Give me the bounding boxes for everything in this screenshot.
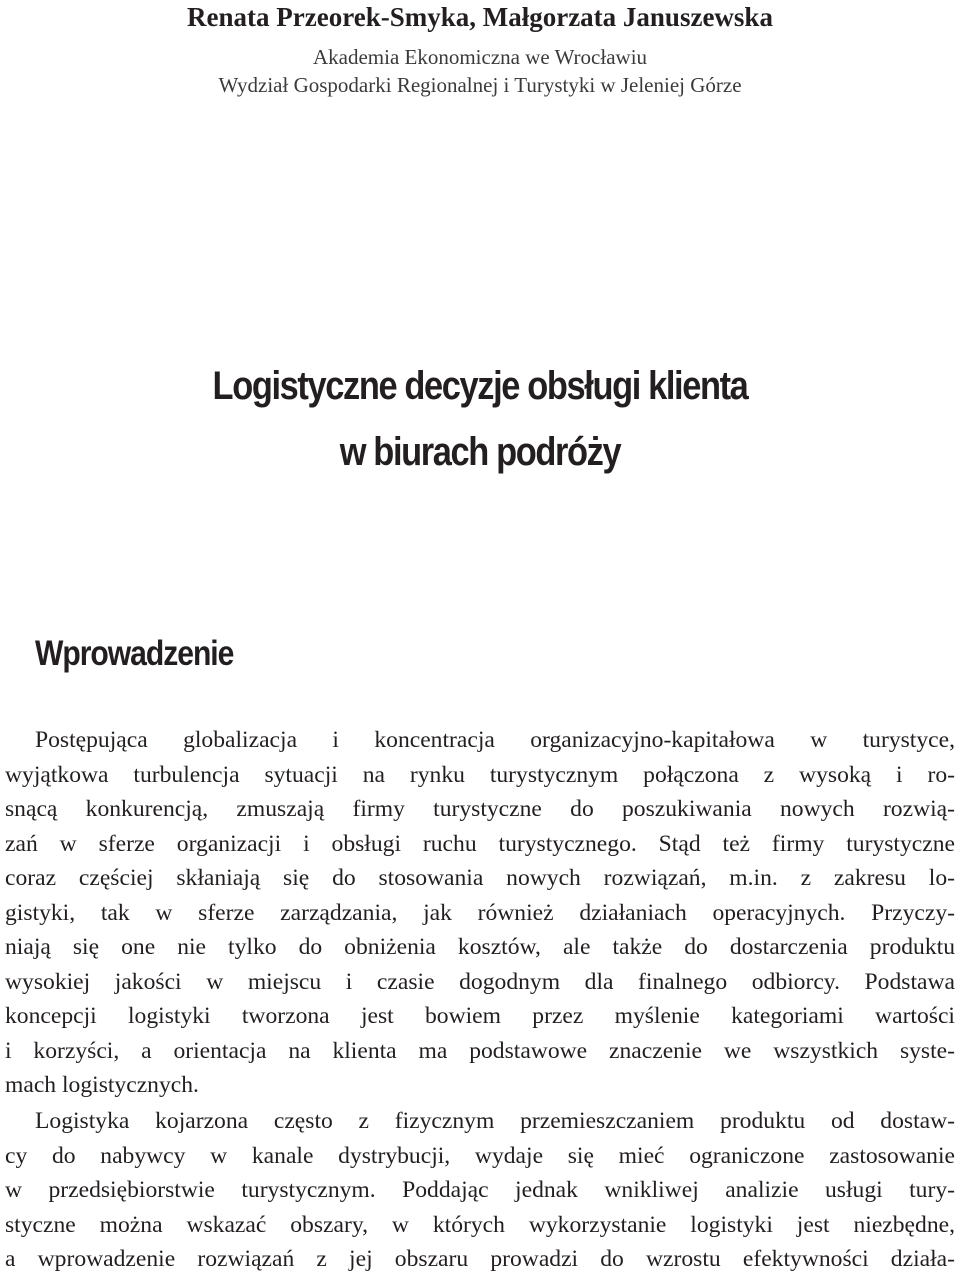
paragraph-2: [5, 1104, 955, 1277]
text-line: snącą konkurencją, zmuszają firmy turystyczne do poszukiwania nowych rozwią-: [5, 796, 955, 822]
text-line: Postępująca globalizacja i koncentracja organizacyjno-kapitałowa w turystyce,: [35, 727, 955, 753]
authors: Renata Przeorek-Smyka, Małgorzata Januszewska: [187, 2, 773, 32]
affiliation-university: Akademia Ekonomiczna we Wrocławiu: [312, 45, 648, 69]
text-line: w przedsiębiorstwie turystycznym. Poddając jednak wnikliwej analizie usługi tury-: [5, 1177, 955, 1203]
text-line: wyjątkowa turbulencja sytuacji na rynku turystycznym połączona z wysoką i ro-: [5, 761, 955, 788]
text-line: cy do nabywcy w kanale dystrybucji, wydaje się mieć ograniczone zastosowanie: [5, 1142, 955, 1169]
text-line: niają się one nie tylko do obniżenia kosztów, ale także do dostarczenia produktu: [5, 934, 955, 960]
text-line: zań w sferze organizacji i obsługi ruchu turystycznego. Stąd też firmy turystyczne: [5, 830, 955, 857]
text-line: a wprowadzenie rozwiązań z jej obszaru prowadzi do wzrostu efektywności działa-: [5, 1246, 955, 1272]
text-line: Logistyka kojarzona często z fizycznym przemieszczaniem produktu od dostaw-: [35, 1108, 955, 1134]
text-line: mach logistycznych.: [5, 1072, 199, 1098]
text-line: koncepcji logistyki tworzona jest bowiem przez myślenie kategoriami wartości: [5, 1003, 955, 1029]
text-line: styczne można wskazać obszary, w których wykorzystanie logistyki jest niezbędne,: [5, 1211, 955, 1238]
affiliation-faculty: Wydział Gospodarki Regionalnej i Turystyki w Jeleniej Górze: [218, 73, 742, 97]
text-line: gistyki, tak w sferze zarządzania, jak również działaniach operacyjnych. Przyczy-: [5, 899, 955, 926]
article-title-line-2: w biurach podróży: [339, 430, 621, 474]
section-heading: Wprowadzenie: [35, 634, 234, 673]
text-line: coraz częściej skłaniają się do stosowania nowych rozwiązań, m.in. z zakresu lo-: [5, 865, 955, 891]
paragraph-1: [5, 723, 955, 1103]
text-line: i korzyści, a orientacja na klienta ma podstawowe znaczenie we wszystkich syste-: [5, 1037, 955, 1064]
text-line: wysokiej jakości w miejscu i czasie dogodnym dla finalnego odbiorcy. Podstawa: [5, 968, 955, 995]
article-title-line-1: Logistyczne decyzje obsługi klienta: [212, 364, 748, 408]
